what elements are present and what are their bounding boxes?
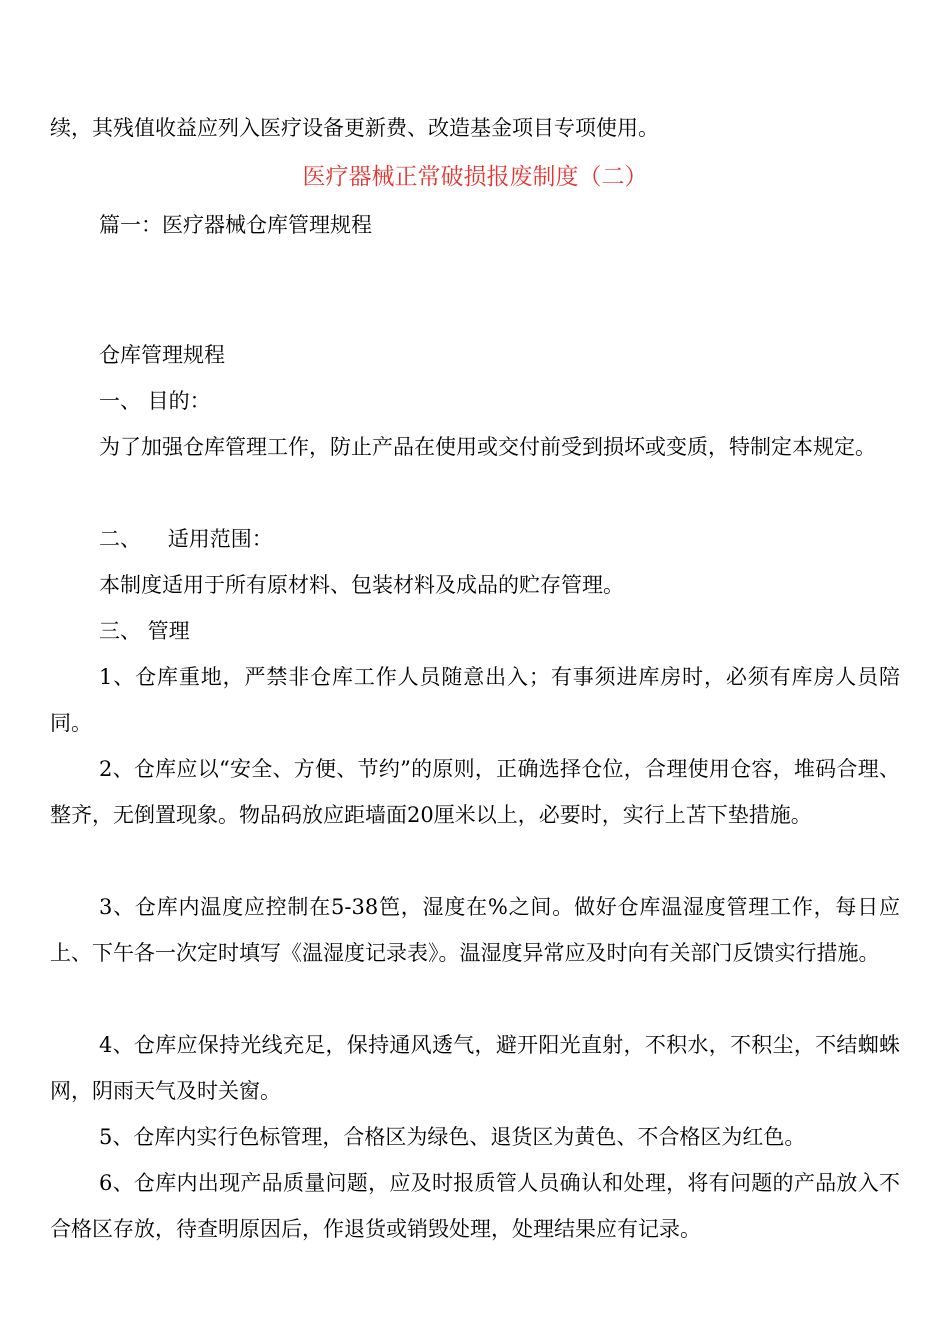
- sub-heading: 仓库管理规程: [99, 343, 225, 367]
- list-item: 1、仓库重地，严禁非仓库工作人员随意出入；有事须进库房时，必须有库房人员陪同。: [50, 665, 900, 735]
- paragraph-scope: 本制度适用于所有原材料、包装材料及成品的贮存管理。: [99, 573, 624, 597]
- section-number: 二、: [99, 527, 141, 551]
- list-item: 2、仓库应以“安全、方便、节约”的原则，正确选择仓位，合理使用仓容，堆码合理、整齐，无倒置现象。物品码放应距墙面20厘米以上，必要时，实行上苫下垫措施。: [50, 757, 900, 827]
- list-item: 5、仓库内实行色标管理，合格区为绿色、退货区为黄色、不合格区为红色。: [99, 1125, 806, 1149]
- section-heading-purpose: 一、 目的：: [99, 389, 211, 413]
- list-item: 3、仓库内温度应控制在5-38笆，湿度在%之间。做好仓库温湿度管理工作，每日应上、下午各一次定时填写《温湿度记录表》。温湿度异常应及时向有关部门反馈实行措施。: [50, 895, 900, 965]
- section-heading-scope: [50, 516, 900, 562]
- list-item: 6、仓库内出现产品质量问题，应及时报质管人员确认和处理，将有问题的产品放入不合格区存放，待查明原因后，作退货或销毁处理，处理结果应有记录。: [50, 1171, 900, 1241]
- document-title: 医疗器械正常破损报废制度（二）: [302, 164, 648, 190]
- paragraph-purpose: 为了加强仓库管理工作，防止产品在使用或交付前受到损坏或变质，特制定本规定。: [99, 435, 876, 459]
- section-heading-management: 三、 管理: [99, 619, 190, 643]
- continuation-paragraph: 续，其残值收益应列入医疗设备更新费、改造基金项目专项使用。: [50, 116, 659, 140]
- chapter-heading: 篇一：医疗器械仓库管理规程: [99, 213, 372, 237]
- list-item: 4、仓库应保持光线充足，保持通风透气，避开阳光直射，不积水，不积尘，不结蜘蛛网，阴雨天气及时关窗。: [50, 1033, 900, 1103]
- section-label: 适用范围：: [167, 527, 273, 551]
